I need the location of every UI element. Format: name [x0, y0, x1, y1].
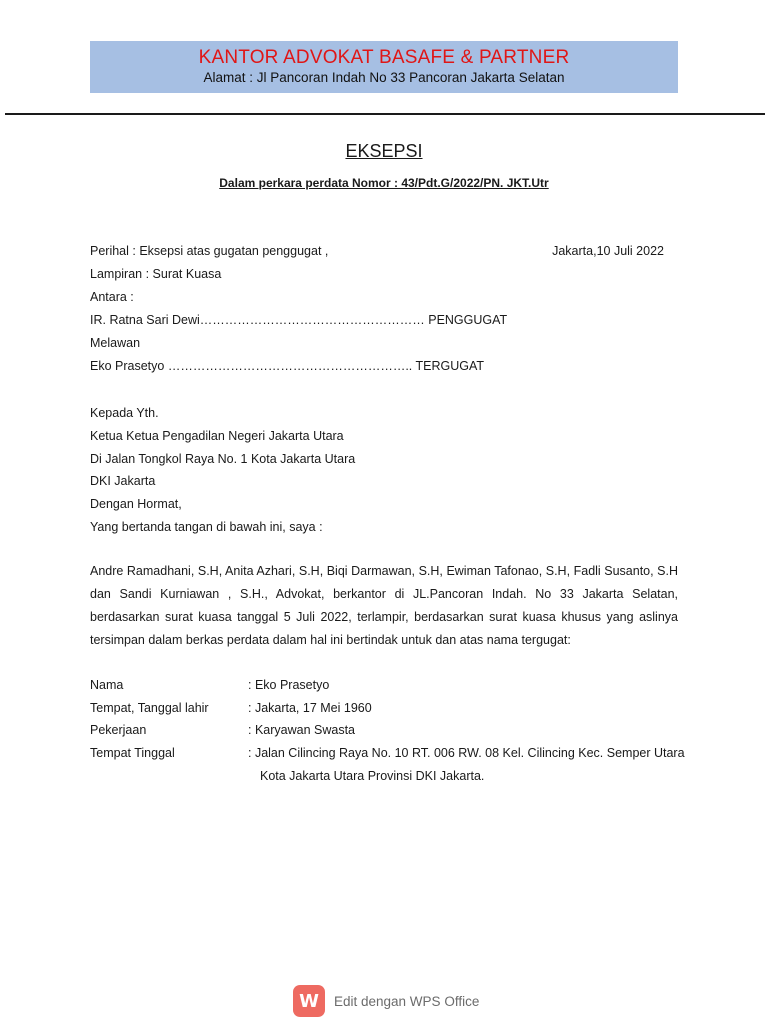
subject-line: Perihal : Eksepsi atas gugatan penggugat ,: [90, 244, 329, 258]
addressee-line: Ketua Ketua Pengadilan Negeri Jakarta Utara: [90, 429, 344, 443]
wps-edit-link[interactable]: [293, 984, 479, 1018]
greeting-line: Dengan Hormat,: [90, 497, 182, 511]
identity-label: Nama: [90, 678, 124, 692]
case-number: Dalam perkara perdata Nomor : 43/Pdt.G/2022/PN. JKT.Utr: [219, 176, 549, 190]
identity-label: Tempat, Tanggal lahir: [90, 701, 209, 715]
between-line: Antara :: [90, 290, 134, 304]
firm-address: Alamat : Jl Pancoran Indah No 33 Pancoran Jakarta Selatan: [203, 70, 565, 85]
identity-value: : Jalan Cilincing Raya No. 10 RT. 006 RW. 08 Kel. Cilincing Kec. Semper Utara: [248, 746, 685, 760]
wps-edit-text: Edit dengan WPS Office: [334, 993, 480, 1009]
identity-label: Pekerjaan: [90, 723, 147, 737]
firm-name: KANTOR ADVOKAT BASAFE & PARTNER: [198, 47, 570, 68]
addressee-line: Di Jalan Tongkol Raya No. 1 Kota Jakarta Utara: [90, 452, 356, 466]
address-continuation: Kota Jakarta Utara Provinsi DKI Jakarta.: [260, 769, 485, 783]
identity-value: : Karyawan Swasta: [248, 723, 355, 737]
intro-line: Yang bertanda tangan di bawah ini, saya :: [90, 520, 323, 534]
versus-line: Melawan: [90, 336, 141, 350]
addressee-line: DKI Jakarta: [90, 474, 156, 488]
document-title: EKSEPSI: [345, 141, 423, 161]
header-divider: [5, 113, 765, 115]
defendant-line: Eko Prasetyo ………………………………………………….. TERGUGAT: [90, 359, 485, 373]
identity-value: : Eko Prasetyo: [248, 678, 330, 692]
addressee-line: Kepada Yth.: [90, 406, 159, 420]
plaintiff-line: IR. Ratna Sari Dewi……………………………………………… PENGGUGAT: [90, 313, 508, 327]
letterhead: [90, 41, 678, 93]
body-paragraph: Andre Ramadhani, S.H, Anita Azhari, S.H, Biqi Darmawan, S.H, Ewiman Tafonao, S.H, Fadli Susanto, S.H dan Sandi Kurniawan , S.H., Advokat, berkantor di JL.Pancoran Indah. No 33 Jakarta Selatan, berdasarkan surat kuasa tanggal 5 Juli 2022, terlampir, berdasarkan surat kuasa khusus yang aslinya tersimpan dalam berkas perdata dalam hal ini bertindak untuk dan atas nama tergugat:: [90, 564, 678, 647]
letter-date: Jakarta,10 Juli 2022: [552, 244, 664, 258]
wps-office-icon: W: [293, 985, 325, 1017]
identity-value: : Jakarta, 17 Mei 1960: [248, 701, 372, 715]
identity-label: Tempat Tinggal: [90, 746, 175, 760]
attachment-line: Lampiran : Surat Kuasa: [90, 267, 222, 281]
